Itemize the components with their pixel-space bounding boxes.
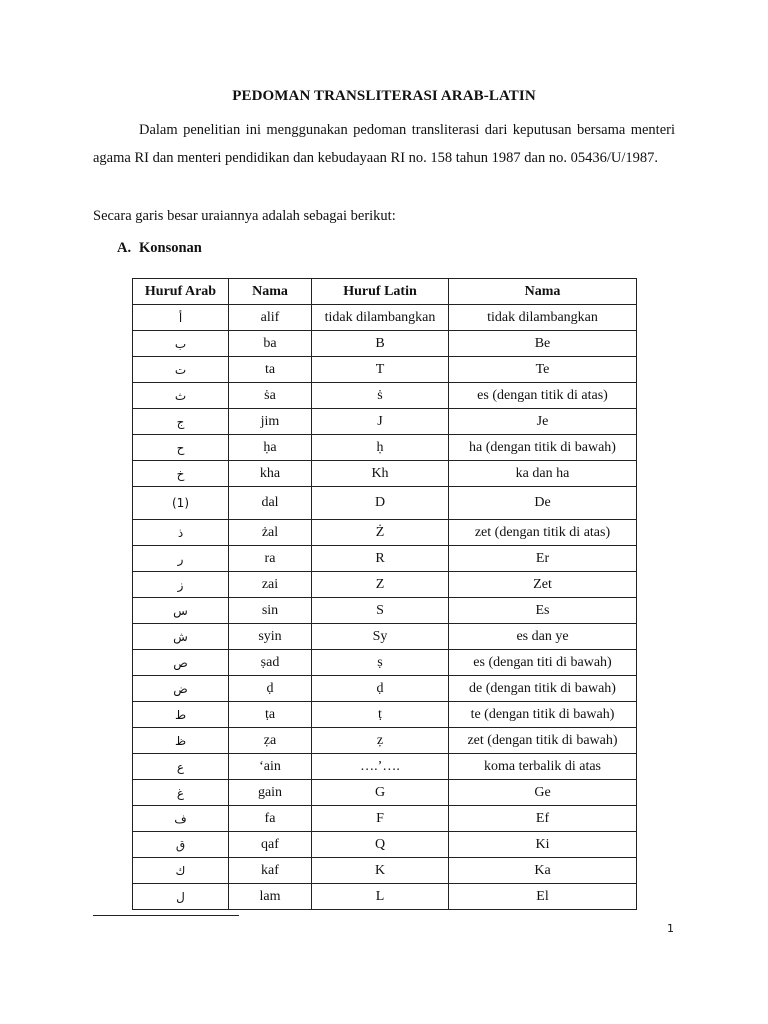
arabic-letter-cell: ف xyxy=(133,806,229,832)
column-header: Huruf Latin xyxy=(312,279,449,305)
letter-name-cell: kaf xyxy=(229,858,312,884)
description-cell: zet (dengan titik di bawah) xyxy=(449,728,637,754)
latin-letter-cell: Sy xyxy=(312,624,449,650)
latin-letter-cell: F xyxy=(312,806,449,832)
latin-letter-cell: ṣ xyxy=(312,650,449,676)
section-title: Konsonan xyxy=(139,240,202,256)
arabic-letter-cell: ت xyxy=(133,357,229,383)
description-cell: Ki xyxy=(449,832,637,858)
table-row xyxy=(133,702,637,728)
latin-letter-cell: J xyxy=(312,409,449,435)
description-cell: Be xyxy=(449,331,637,357)
letter-name-cell: syin xyxy=(229,624,312,650)
latin-letter-cell: B xyxy=(312,331,449,357)
letter-name-cell: ḍ xyxy=(229,676,312,702)
letter-name-cell: ṣad xyxy=(229,650,312,676)
table-row xyxy=(133,487,637,520)
arabic-letter-cell: ل xyxy=(133,884,229,910)
table-row xyxy=(133,832,637,858)
description-cell: te (dengan titik di bawah) xyxy=(449,702,637,728)
table-header-row xyxy=(133,279,637,305)
description-cell: Je xyxy=(449,409,637,435)
table-row xyxy=(133,728,637,754)
table-row xyxy=(133,572,637,598)
arabic-letter-cell: ج xyxy=(133,409,229,435)
table-row xyxy=(133,546,637,572)
section-heading xyxy=(117,240,202,257)
arabic-letter-cell: ص xyxy=(133,650,229,676)
table-row xyxy=(133,435,637,461)
table-row xyxy=(133,461,637,487)
latin-letter-cell: D xyxy=(312,487,449,520)
table-row xyxy=(133,884,637,910)
intro-paragraph: Dalam penelitian ini menggunakan pedoman transliterasi dari keputusan bersama menteri agama RI dan menteri pendidikan dan kebudayaan RI no. 158 tahun 1987 dan no. 05436/U/1987. xyxy=(93,122,675,166)
description-cell: es (dengan titik di atas) xyxy=(449,383,637,409)
arabic-letter-cell: ش xyxy=(133,624,229,650)
description-cell: es dan ye xyxy=(449,624,637,650)
arabic-letter-cell: ر xyxy=(133,546,229,572)
latin-letter-cell: T xyxy=(312,357,449,383)
arabic-letter-cell: ض xyxy=(133,676,229,702)
latin-letter-cell: K xyxy=(312,858,449,884)
table-row xyxy=(133,331,637,357)
arabic-letter-cell: ز xyxy=(133,572,229,598)
latin-letter-cell: S xyxy=(312,598,449,624)
description-cell: El xyxy=(449,884,637,910)
description-cell: De xyxy=(449,487,637,520)
latin-letter-cell: ṭ xyxy=(312,702,449,728)
description-cell: ka dan ha xyxy=(449,461,637,487)
latin-letter-cell: Q xyxy=(312,832,449,858)
column-header: Nama xyxy=(449,279,637,305)
letter-name-cell: ra xyxy=(229,546,312,572)
letter-name-cell: ba xyxy=(229,331,312,357)
latin-letter-cell: ḍ xyxy=(312,676,449,702)
letter-name-cell: ṡa xyxy=(229,383,312,409)
table-row xyxy=(133,357,637,383)
column-header: Huruf Arab xyxy=(133,279,229,305)
section-label: A. xyxy=(117,240,132,256)
letter-name-cell: ḥa xyxy=(229,435,312,461)
letter-name-cell: fa xyxy=(229,806,312,832)
latin-letter-cell: L xyxy=(312,884,449,910)
latin-letter-cell: R xyxy=(312,546,449,572)
description-cell: Te xyxy=(449,357,637,383)
latin-letter-cell: tidak dilambangkan xyxy=(312,305,449,331)
description-cell: tidak dilambangkan xyxy=(449,305,637,331)
letter-name-cell: ṭa xyxy=(229,702,312,728)
arabic-letter-cell: ع xyxy=(133,754,229,780)
description-cell: Es xyxy=(449,598,637,624)
letter-name-cell: dal xyxy=(229,487,312,520)
description-cell: Ef xyxy=(449,806,637,832)
table-row xyxy=(133,754,637,780)
arabic-letter-cell: ث xyxy=(133,383,229,409)
konsonan-table xyxy=(132,278,637,910)
column-header: Nama xyxy=(229,279,312,305)
description-cell: zet (dengan titik di atas) xyxy=(449,520,637,546)
arabic-letter-cell: (1) xyxy=(133,487,229,520)
letter-name-cell: ‘ain xyxy=(229,754,312,780)
arabic-letter-cell: ط xyxy=(133,702,229,728)
latin-letter-cell: ṡ xyxy=(312,383,449,409)
description-cell: Zet xyxy=(449,572,637,598)
letter-name-cell: żal xyxy=(229,520,312,546)
table-row xyxy=(133,624,637,650)
table-row xyxy=(133,520,637,546)
arabic-letter-cell: ح xyxy=(133,435,229,461)
table-row xyxy=(133,676,637,702)
latin-letter-cell: G xyxy=(312,780,449,806)
letter-name-cell: kha xyxy=(229,461,312,487)
latin-letter-cell: ẓ xyxy=(312,728,449,754)
arabic-letter-cell: ذ xyxy=(133,520,229,546)
latin-letter-cell: ḥ xyxy=(312,435,449,461)
outline-paragraph: Secara garis besar uraiannya adalah sebagai berikut: xyxy=(93,208,396,224)
description-cell: koma terbalik di atas xyxy=(449,754,637,780)
table-body xyxy=(133,305,637,910)
description-cell: es (dengan titi di bawah) xyxy=(449,650,637,676)
arabic-letter-cell: ك xyxy=(133,858,229,884)
table-row xyxy=(133,780,637,806)
letter-name-cell: ta xyxy=(229,357,312,383)
letter-name-cell: qaf xyxy=(229,832,312,858)
letter-name-cell: jim xyxy=(229,409,312,435)
description-cell: Er xyxy=(449,546,637,572)
description-cell: Ka xyxy=(449,858,637,884)
letter-name-cell: ẓa xyxy=(229,728,312,754)
latin-letter-cell: Z xyxy=(312,572,449,598)
letter-name-cell: gain xyxy=(229,780,312,806)
arabic-letter-cell: ب xyxy=(133,331,229,357)
latin-letter-cell: Kh xyxy=(312,461,449,487)
arabic-letter-cell: س xyxy=(133,598,229,624)
latin-letter-cell: ….’…. xyxy=(312,754,449,780)
letter-name-cell: alif xyxy=(229,305,312,331)
letter-name-cell: lam xyxy=(229,884,312,910)
table-row xyxy=(133,598,637,624)
letter-name-cell: zai xyxy=(229,572,312,598)
description-cell: Ge xyxy=(449,780,637,806)
table-row xyxy=(133,650,637,676)
page-title: PEDOMAN TRANSLITERASI ARAB-LATIN xyxy=(232,88,536,104)
arabic-letter-cell: خ xyxy=(133,461,229,487)
arabic-letter-cell: أ xyxy=(133,305,229,331)
arabic-letter-cell: ظ xyxy=(133,728,229,754)
table-row xyxy=(133,858,637,884)
description-cell: de (dengan titik di bawah) xyxy=(449,676,637,702)
table-row xyxy=(133,305,637,331)
page-number: 1 xyxy=(667,922,674,935)
letter-name-cell: sin xyxy=(229,598,312,624)
table-row xyxy=(133,806,637,832)
footnote-rule xyxy=(93,915,239,916)
arabic-letter-cell: غ xyxy=(133,780,229,806)
arabic-letter-cell: ق xyxy=(133,832,229,858)
description-cell: ha (dengan titik di bawah) xyxy=(449,435,637,461)
table-row xyxy=(133,383,637,409)
table-row xyxy=(133,409,637,435)
latin-letter-cell: Ż xyxy=(312,520,449,546)
